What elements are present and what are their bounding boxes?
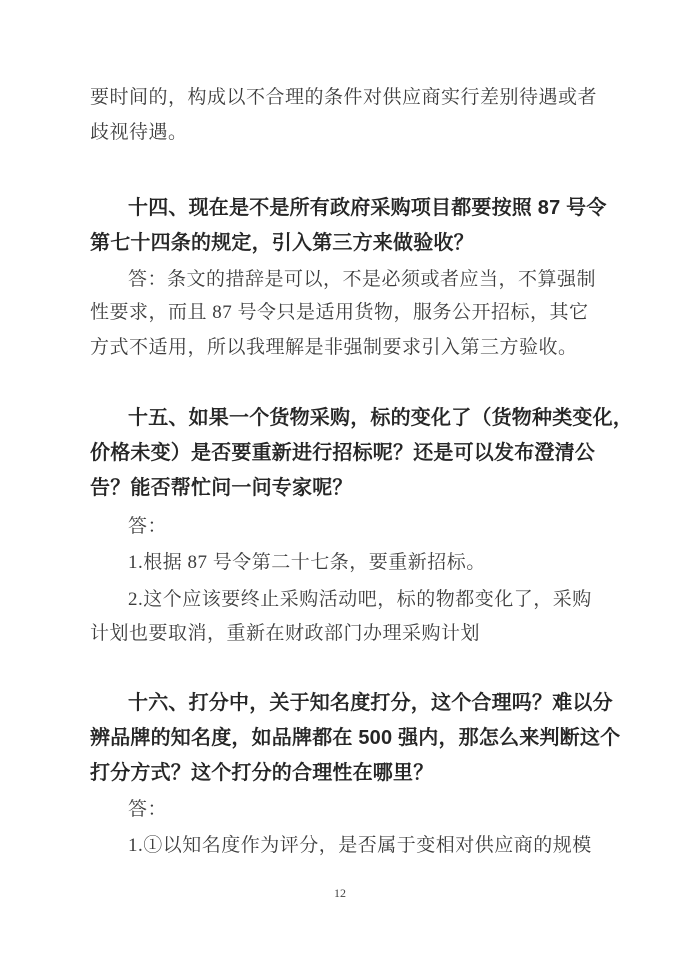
question-15-line: 告？能否帮忙问一问专家呢？ [90, 477, 353, 499]
question-14-line: 第七十四条的规定，引入第三方来做验收？ [90, 232, 474, 254]
answer-14-line: 答：条文的措辞是可以，不是必须或者应当，不算强制 [128, 269, 597, 290]
answer-15-line: 2.这个应该要终止采购活动吧，标的物都变化了，采购 [128, 589, 592, 610]
question-15-line: 价格未变）是否要重新进行招标呢？还是可以发布澄清公 [90, 442, 595, 464]
answer-14-line: 方式不适用，所以我理解是非强制要求引入第三方验收。 [90, 337, 578, 358]
answer-14-line: 性要求，而且 87 号令只是适用货物，服务公开招标，其它 [90, 302, 589, 323]
paragraph-line: 要时间的，构成以不合理的条件对供应商实行差别待遇或者 [90, 87, 598, 108]
question-14-line: 十四、现在是不是所有政府采购项目都要按照 87 号令 [128, 197, 607, 219]
question-16-line: 辨品牌的知名度，如品牌都在 500 强内，那怎么来判断这个 [90, 727, 621, 749]
answer-16-line: 1.①以知名度作为评分，是否属于变相对供应商的规模 [128, 835, 592, 856]
question-16-line: 打分方式？这个打分的合理性在哪里？ [90, 762, 434, 784]
paragraph-line: 歧视待遇。 [90, 122, 188, 143]
answer-15-line: 计划也要取消，重新在财政部门办理采购计划 [90, 623, 481, 644]
answer-15-line: 1.根据 87 号令第二十七条，要重新招标。 [128, 552, 486, 573]
answer-16-line: 答： [128, 799, 168, 820]
question-16-line: 十六、打分中，关于知名度打分，这个合理吗？难以分 [128, 692, 613, 714]
answer-15-line: 答： [128, 516, 168, 537]
page-number: 12 [334, 886, 346, 900]
question-15-line: 十五、如果一个货物采购，标的变化了（货物种类变化， [128, 407, 633, 429]
